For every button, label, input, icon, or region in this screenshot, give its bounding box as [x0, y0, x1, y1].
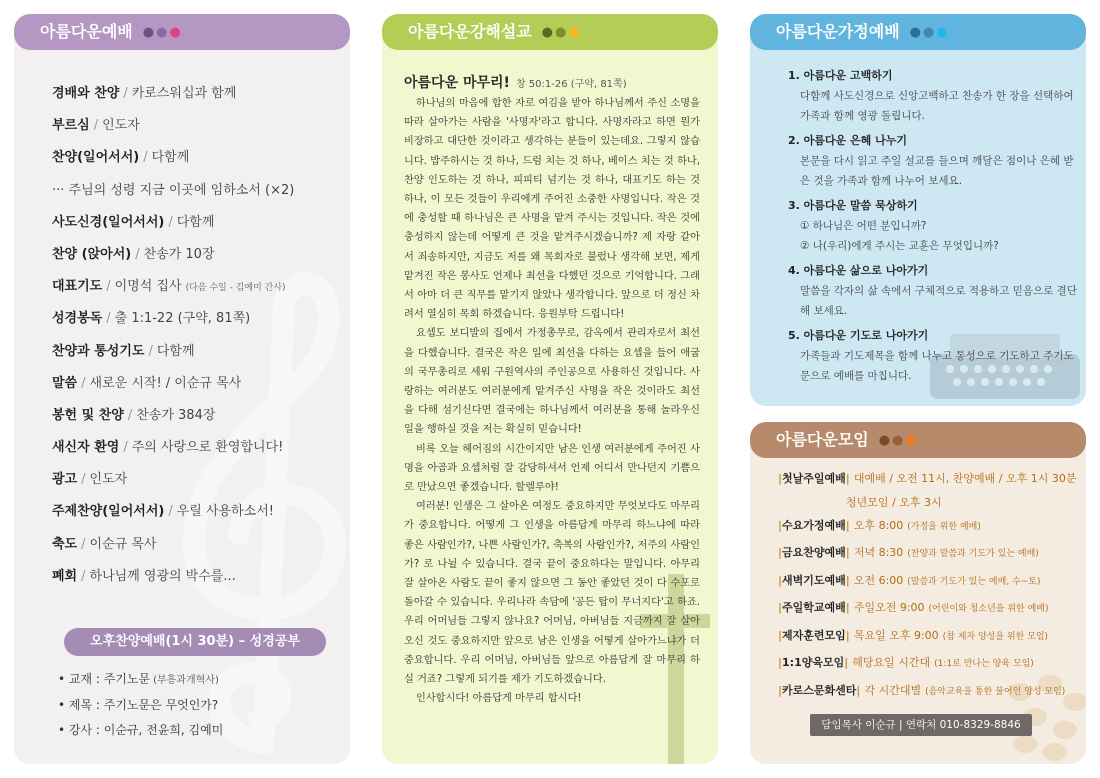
family-step-title: 2. 아름다운 은혜 나누기: [788, 134, 907, 147]
gathering-bar-left: |: [778, 472, 783, 485]
order-row: [52, 78, 342, 110]
gathering-name: 주일학교예배: [782, 601, 846, 614]
order-row: [52, 207, 342, 239]
order-separator: /: [81, 568, 86, 584]
gatherings-panel: [750, 422, 1086, 764]
order-row: [52, 432, 342, 464]
order-item-detail: 다함께: [151, 150, 190, 166]
order-item-detail: 하나님께 영광의 박수를...: [89, 568, 236, 584]
afternoon-item: [58, 693, 348, 718]
gathering-name: 제자훈련모임: [782, 628, 846, 642]
gathering-bar-right: |: [845, 546, 850, 559]
order-item-detail: 찬송가 384장: [136, 407, 216, 423]
afternoon-item: [58, 718, 348, 743]
order-item-name: 봉헌 및 찬양: [52, 407, 124, 423]
family-step-text: ② 나(우리)에게 주시는 교훈은 무엇입니까?: [800, 240, 999, 252]
gathering-name: 1:1양육모임: [782, 656, 845, 669]
sermon-reference: 창 50:1-26 (구약, 81쪽): [515, 79, 627, 90]
afternoon-item: [58, 667, 348, 693]
sermon-header: [382, 14, 718, 50]
order-row: [52, 142, 342, 174]
order-separator: /: [135, 246, 140, 262]
gathering-item: [778, 678, 1078, 706]
order-separator: /: [168, 214, 173, 230]
order-item-detail: ··· 주님의 성령 지금 이곳에 임하소서 (×2): [52, 182, 295, 198]
order-item-detail: 인도자: [89, 472, 128, 488]
worship-order-header: [14, 14, 350, 50]
order-item-note: (다음 수일 - 김예미 간사): [185, 283, 286, 294]
order-item-name: 경배와 찬양: [52, 86, 120, 101]
order-item-detail: 주의 사랑으로 환영합니다!: [131, 440, 284, 456]
contact-bar: 담임목사 이순규 | 연락처 010-8329-8846: [810, 714, 1032, 736]
gathering-item: [778, 623, 1078, 651]
worship-order-panel: [14, 14, 350, 764]
order-separator: /: [81, 375, 86, 391]
order-item-detail: 카로스워십과 함께: [131, 86, 237, 101]
sermon-title: [404, 72, 627, 92]
order-row: [52, 175, 342, 207]
gathering-bar-left: |: [778, 656, 783, 669]
gatherings-header: [750, 422, 1086, 458]
family-step: [788, 261, 1078, 321]
order-separator: /: [81, 536, 86, 552]
gathering-note: (음악교육을 통한 불어인 양성 모임): [925, 686, 1066, 697]
gatherings-title: 아름다운모임: [776, 430, 869, 449]
order-item-name: 주제찬양(일어서서): [52, 504, 165, 520]
family-step-title: 3. 아름다운 말씀 묵상하기: [788, 199, 918, 212]
family-step-title: 1. 아름다운 고백하기: [788, 69, 893, 82]
gathering-bar-right: |: [845, 628, 850, 642]
gathering-time: 목요일 오후 9:00: [853, 628, 939, 642]
order-separator: /: [106, 279, 111, 295]
afternoon-item-text: • 강사 : 이순규, 전윤희, 김예미: [58, 723, 224, 737]
order-item-detail: 이순규 목사: [89, 536, 157, 552]
gathering-bar-left: |: [778, 601, 783, 614]
header-dots-icon: ●●●: [909, 24, 950, 40]
order-item-name: 말씀: [52, 375, 78, 391]
header-dots-icon: ●●●: [142, 24, 183, 40]
gathering-name: 금요찬양예배: [782, 546, 846, 559]
order-row: [52, 496, 342, 528]
order-row: [52, 271, 342, 303]
gathering-bar-left: |: [778, 573, 783, 587]
family-step-text: 말씀을 각자의 삶 속에서 구체적으로 적용하고 믿음으로 결단해 보세요.: [800, 285, 1077, 317]
gathering-note: (말씀과 기도가 있는 예배, 수~토): [907, 576, 1041, 587]
worship-order-list: [52, 78, 342, 593]
order-item-detail: 출 1:1-22 (구약, 81쪽): [114, 311, 251, 327]
sermon-paragraph: 하나님의 마음에 합한 자로 여김을 받아 하나님께서 주신 소명을 따라 살아가는 사람을 '사명자'라고 합니다. 사명자라고 하면 뭔가 비장하고 대단한 것이라고 생각하는 분들이 있는데요. 그렇지 않습니다. 밥주하시는 것 하나, 드럼 치는 것 하나, 베이스 치는 것 하나, 찬양 인도하는 것 하나, 피피티 넘기는 것 하나, 대표기도 하는 것 하나, 이 모든 것들이 우리에게 주어진 소중한 사명입니다. 작은 것에 충성할 때 하나님은 큰 사명을 맡겨 주시는 것입니다. 작은 것에 충성하지 않는데 어떻게 큰 것을 맡겨주시겠습니까? 제 자랑 같아서 죄송하지만, 지금도 저를 왜 목회자로 불렀나 생각해 보면, 제게 맡겨진 작은 봉사도 언제나 최선을 다했던 것으로 기억합니다. 그래서 아마 더 큰 직무를 맡기지 않았나 생각합니다. 앞으로 더 정신 차려서 열심히 목회 하겠습니다. 응원부탁 드립니다!: [404, 98, 700, 321]
gathering-item: [778, 466, 1078, 493]
family-worship-title: 아름다운가정예배: [776, 22, 900, 41]
sermon-paragraph: 인사합시다! 아름답게 마무리 합시다!: [416, 693, 582, 705]
worship-order-title: 아름다운예배: [40, 22, 133, 41]
order-item-detail: 이명석 집사: [114, 279, 182, 295]
afternoon-study-list: [58, 667, 348, 743]
family-step-text: 가족들과 기도제목을 함께 나누고 통성으로 기도하고 주기도문으로 예배를 마칩니다.: [800, 350, 1074, 382]
sermon-heading: 아름다운 마무리!: [404, 75, 510, 91]
gathering-name: 카로스문화센타: [782, 683, 857, 697]
order-row: [52, 110, 342, 142]
gathering-name: 첫날주일예배: [782, 472, 846, 485]
order-item-name: 축도: [52, 536, 78, 552]
sermon-panel-title: 아름다운강해설교: [408, 22, 532, 41]
order-separator: /: [127, 407, 133, 423]
family-step-title: 4. 아름다운 삶으로 나아가기: [788, 264, 929, 277]
afternoon-item-text: • 제목 : 주기노문은 무엇인가?: [58, 698, 219, 712]
order-row: [52, 336, 342, 368]
gathering-time: 오후 8:00: [853, 518, 904, 532]
order-separator: /: [143, 150, 148, 166]
afternoon-item-text: • 교재 : 주기노문: [58, 672, 151, 686]
afternoon-service-bar: 오후찬양예배(1시 30분) – 성경공부: [64, 628, 326, 656]
order-row: [52, 529, 342, 561]
gathering-note: (어린이와 청소년을 위한 예배): [928, 604, 1049, 614]
family-worship-header: [750, 14, 1086, 50]
order-item-detail: 인도자: [102, 118, 140, 134]
gathering-time: 주일오전 9:00: [853, 601, 925, 614]
order-row: [52, 561, 342, 593]
order-row: [52, 303, 342, 335]
order-item-detail: 새로운 시작! / 이순규 목사: [89, 375, 242, 391]
gathering-time: 각 시간대별: [864, 683, 922, 697]
gathering-note: (찬양과 말씀과 기도가 있는 예배): [907, 549, 1039, 559]
order-item-name: 대표기도: [52, 279, 103, 295]
gathering-bar-right: |: [856, 683, 861, 697]
sermon-body: [404, 94, 700, 709]
gathering-time: 저녁 8:30: [853, 546, 904, 559]
family-worship-panel: [750, 14, 1086, 406]
gathering-item: [778, 595, 1078, 623]
family-step-text: 다함께 사도신경으로 신앙고백하고 찬송가 한 장을 선택하여 가족과 함께 영광 돌립니다.: [800, 90, 1074, 122]
gathering-item: [778, 568, 1078, 596]
gathering-bar-right: |: [845, 573, 850, 587]
gatherings-list: [778, 466, 1078, 705]
order-item-name: 찬양 (앉아서): [52, 246, 132, 262]
order-separator: /: [168, 504, 173, 520]
family-step: [788, 326, 1078, 386]
order-separator: /: [81, 472, 86, 488]
order-row: [52, 400, 342, 432]
order-item-detail: 다함께: [176, 214, 215, 230]
family-worship-steps: [788, 66, 1078, 391]
family-step: [788, 196, 1078, 256]
gathering-time: 오전 6:00: [853, 573, 904, 587]
gathering-bar-left: |: [778, 518, 783, 532]
order-item-name: 부르심: [52, 118, 90, 134]
gathering-time: 해당요일 시간대: [852, 656, 931, 669]
afternoon-item-note: (부흥과개혁사): [153, 675, 219, 686]
family-step-text: 본문을 다시 읽고 주일 설교를 들으며 깨달은 점이나 은혜 받은 것을 가족과 함께 나누어 보세요.: [800, 155, 1074, 187]
gathering-note: (1:1로 만나는 양육 모임): [934, 659, 1034, 669]
gathering-bar-right: |: [845, 518, 850, 532]
order-item-name: 사도신경(일어서서): [52, 214, 165, 230]
gathering-item: [778, 650, 1078, 678]
gathering-time: 대예배 / 오전 11시, 찬양예배 / 오후 1시 30분: [853, 472, 1077, 485]
gathering-bar-right: |: [845, 472, 850, 485]
order-item-detail: 다함께: [156, 343, 195, 359]
order-row: [52, 239, 342, 271]
family-step-text: ① 하나님은 어떤 분입니까?: [800, 220, 927, 232]
order-item-name: 새신자 환영: [52, 440, 120, 456]
order-separator: /: [148, 343, 153, 359]
order-separator: /: [93, 118, 99, 134]
gathering-item: [778, 540, 1078, 568]
gathering-note: (참 제자 양성을 위한 모임): [942, 631, 1049, 642]
family-step-title: 5. 아름다운 기도로 나아가기: [788, 329, 929, 342]
family-step: [788, 131, 1078, 191]
gathering-item: [778, 513, 1078, 541]
order-item-name: 광고: [52, 472, 78, 488]
gathering-continuation: 청년모임 / 오후 3시: [846, 495, 942, 509]
gathering-name: 새벽기도예배: [782, 573, 846, 587]
sermon-paragraph: 여러분! 인생은 그 살아온 여정도 중요하지만 무엇보다도 마무리가 중요합니다. 어떻게 그 인생을 아름답게 마무리 하느냐에 따라 좋은 사람인가?, 나쁜 사람인가?, 축복의 사람인가?, 저주의 사람인가? 로 나뉠 수 있습니다. 결국 끝이 중요하다는 말입니다. 아무리 잘 살아온 사람도 끝이 좋지 않으면 그 동안 좋았던 것이 다 수포로 돌아갈 수 있습니다. 우리나라 속담에 '공든 탑이 무너지다'고 하죠. 우리 어머님들 그렇지 않나요? 어머님, 아버님들 지금까지 잘 살아오신 것도 중요하지만 앞으로 남은 인생을 어떻게 살아가느냐가 더 중요합니다. 우리 어머님, 아버님들 앞으로 아름답게 잘 마무리 하실 거죠? 그렇게 되기를 제가 기도하겠습니다.: [404, 501, 700, 686]
gathering-note: (가정을 위한 예배): [907, 521, 981, 532]
order-item-detail: 우릴 사용하소서!: [176, 504, 274, 520]
family-step: [788, 66, 1078, 126]
order-item-name: 성경봉독: [52, 311, 103, 327]
order-item-detail: 찬송가 10장: [143, 246, 215, 262]
order-separator: /: [123, 86, 128, 101]
order-item-name: 폐회: [52, 568, 78, 584]
sermon-paragraph: 비록 오늘 헤어짐의 시간이지만 남은 인생 여러분에게 주어진 사명을 아곱과 요셉처럼 잘 감당하셔서 언제 어디서 만나던지 기쁨으로 만났으면 좋겠습니다. 할렐루야!: [404, 443, 700, 494]
gathering-bar-left: |: [778, 546, 783, 559]
order-separator: /: [106, 311, 111, 327]
header-dots-icon: ●●●: [878, 432, 919, 448]
sermon-paragraph: 요셉도 보디발의 집에서 가정총무로, 감옥에서 관리자로서 최선을 다했습니다. 결국은 작은 일에 최선을 다하는 요셉을 들어 애굽의 국무총리로 세워 구원역사의 주인공으로 사용하신 것입니다. 사랑하는 여러분도 여러분에게 맡겨주신 사명을 작은 것이라도 최선을 다해 섬기신다면 결국에는 하나님께서 여러분을 통해 놀라우신 일을 행하실 것을 저는 확실히 믿습니다!: [404, 328, 700, 436]
sermon-panel: [382, 14, 718, 764]
order-row: [52, 464, 342, 496]
gathering-name: 수요가정예배: [782, 518, 846, 532]
order-row: [52, 368, 342, 400]
gathering-bar-left: |: [778, 683, 783, 697]
order-item-name: 찬양(일어서서): [52, 150, 140, 166]
gathering-bar-right: |: [844, 656, 849, 669]
order-separator: /: [123, 440, 128, 456]
gathering-bar-left: |: [778, 628, 783, 642]
gathering-bar-right: |: [845, 601, 850, 614]
header-dots-icon: ●●●: [541, 24, 582, 40]
order-item-name: 찬양과 통성기도: [52, 343, 145, 359]
